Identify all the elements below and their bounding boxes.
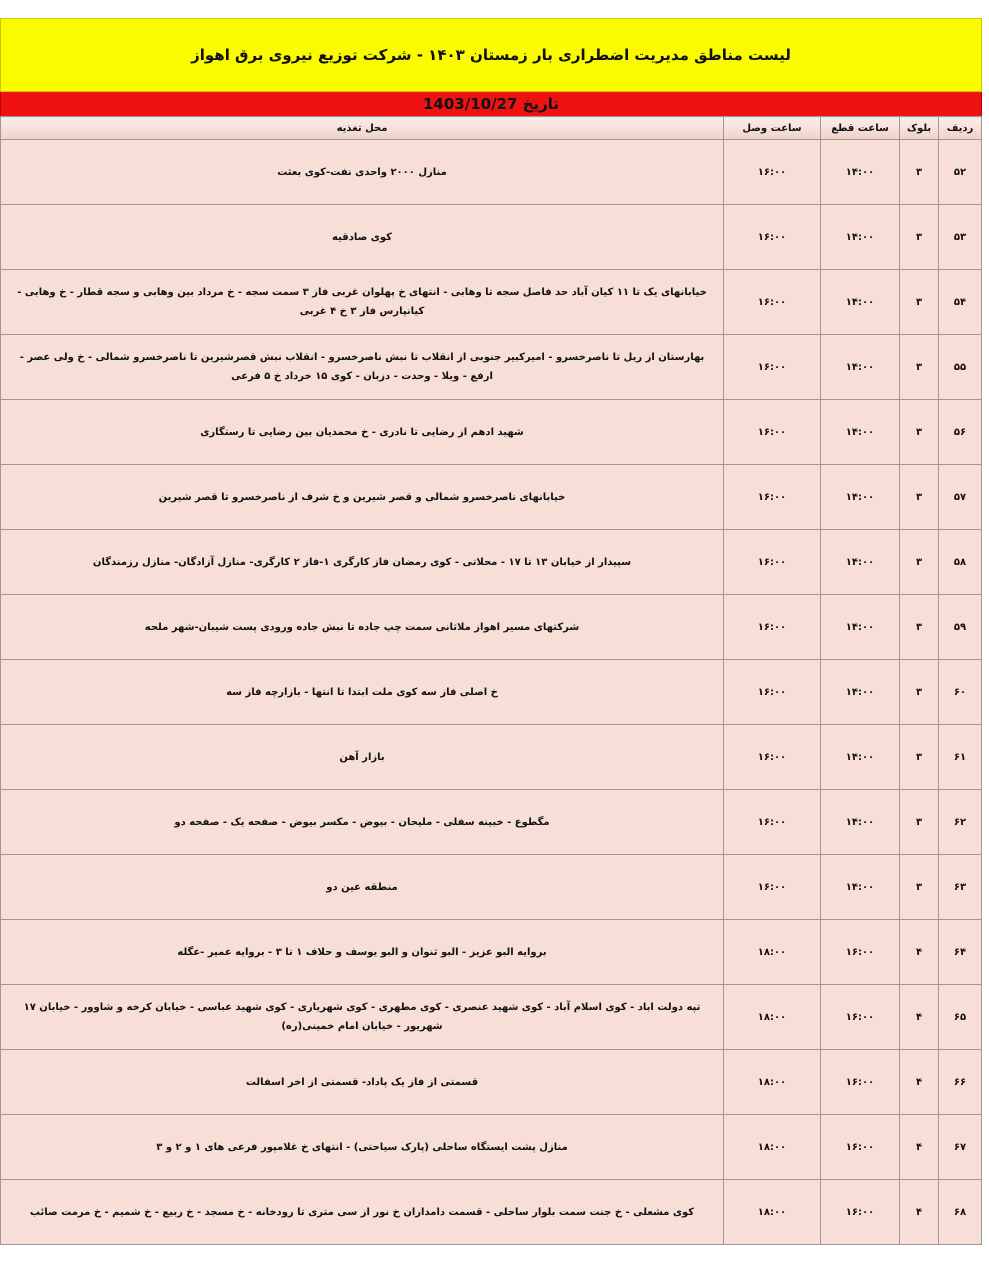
- location-cell: تپه دولت اباد - کوی اسلام آباد - کوی شهید عنصری - کوی مطهری - کوی شهریاری - کوی شهید عباسی - خیابان کرخه و شاوور - خیابان ۱۷ شهریور - خیابان امام خمینی(ره): [1, 985, 724, 1050]
- connect-time-cell: ۱۶:۰۰: [724, 205, 821, 270]
- schedule-sheet: [0, 18, 982, 1245]
- location-cell: بروایه البو عزیز - البو ثنوان و البو یوسف و حلاف ۱ تا ۳ - بروایه عمیر -عگله: [1, 920, 724, 985]
- cut-time-cell: ۱۴:۰۰: [821, 400, 900, 465]
- block-cell: ۳: [900, 400, 939, 465]
- row-number-cell: ۵۴: [939, 270, 982, 335]
- location-cell: سپیدار از خیابان ۱۳ تا ۱۷ - محلاتی - کوی رمضان فاز کارگری ۱-فاز ۲ کارگری- منازل آزادگان- منازل رزمندگان: [1, 530, 724, 595]
- row-number-cell: ۶۴: [939, 920, 982, 985]
- connect-time-cell: ۱۶:۰۰: [724, 465, 821, 530]
- row-number-cell: ۶۸: [939, 1180, 982, 1245]
- cut-time-cell: ۱۴:۰۰: [821, 725, 900, 790]
- table-row: [1, 985, 982, 1050]
- table-row: [1, 205, 982, 270]
- cut-time-cell: ۱۴:۰۰: [821, 595, 900, 660]
- cut-time-cell: ۱۴:۰۰: [821, 465, 900, 530]
- table-row: [1, 725, 982, 790]
- row-number-cell: ۶۶: [939, 1050, 982, 1115]
- block-cell: ۳: [900, 855, 939, 920]
- row-number-cell: ۶۱: [939, 725, 982, 790]
- connect-time-cell: ۱۸:۰۰: [724, 1115, 821, 1180]
- date-value: 1403/10/27: [422, 95, 518, 113]
- location-cell: قسمتی از فاز یک پاداد- قسمتی از اخر اسفالت: [1, 1050, 724, 1115]
- connect-time-cell: ۱۶:۰۰: [724, 335, 821, 400]
- row-number-cell: ۶۲: [939, 790, 982, 855]
- block-cell: ۳: [900, 660, 939, 725]
- table-row: [1, 920, 982, 985]
- table-row: [1, 1050, 982, 1115]
- connect-time-cell: ۱۶:۰۰: [724, 530, 821, 595]
- connect-time-cell: ۱۶:۰۰: [724, 595, 821, 660]
- location-cell: شرکتهای مسیر اهواز ملاثانی سمت چپ جاده تا نبش جاده ورودی پست شیبان-شهر ملحه: [1, 595, 724, 660]
- cut-time-cell: ۱۶:۰۰: [821, 985, 900, 1050]
- cut-time-cell: ۱۶:۰۰: [821, 1180, 900, 1245]
- row-number-cell: ۶۳: [939, 855, 982, 920]
- location-cell: مگطوع - خبینه سفلی - ملیحان - بیوض - مکسر بیوض - صفحه یک - صفحه دو: [1, 790, 724, 855]
- block-cell: ۳: [900, 465, 939, 530]
- date-label: تاریخ: [522, 95, 560, 113]
- block-cell: ۴: [900, 1180, 939, 1245]
- row-number-cell: ۶۰: [939, 660, 982, 725]
- row-number-cell: ۵۲: [939, 140, 982, 205]
- row-number-cell: ۵۷: [939, 465, 982, 530]
- block-cell: ۳: [900, 725, 939, 790]
- block-cell: ۳: [900, 790, 939, 855]
- block-cell: ۴: [900, 920, 939, 985]
- row-number-cell: ۶۵: [939, 985, 982, 1050]
- connect-time-cell: ۱۸:۰۰: [724, 985, 821, 1050]
- cut-time-cell: ۱۴:۰۰: [821, 660, 900, 725]
- cut-time-cell: ۱۶:۰۰: [821, 1115, 900, 1180]
- cut-time-cell: ۱۴:۰۰: [821, 270, 900, 335]
- cut-time-cell: ۱۴:۰۰: [821, 140, 900, 205]
- cut-time-cell: ۱۴:۰۰: [821, 530, 900, 595]
- page-title-text: لیست مناطق مدیریت اضطراری بار زمستان ۱۴۰۳ - شرکت توزیع نیروی برق اهواز: [191, 46, 791, 64]
- date-bar: [0, 92, 982, 116]
- location-cell: کوی مشعلی - خ جنت سمت بلوار ساحلی - قسمت دامداران خ نور از سی متری تا رودخانه - خ مسجد - خ ربیع - خ شمیم - خ مرمت صائب: [1, 1180, 724, 1245]
- block-cell: ۳: [900, 140, 939, 205]
- row-number-cell: ۵۹: [939, 595, 982, 660]
- cut-time-cell: ۱۶:۰۰: [821, 920, 900, 985]
- row-number-cell: ۵۸: [939, 530, 982, 595]
- table-body: [1, 140, 982, 1245]
- connect-time-cell: ۱۶:۰۰: [724, 725, 821, 790]
- table-header-row: [1, 117, 982, 140]
- table-row: [1, 1115, 982, 1180]
- cut-time-cell: ۱۴:۰۰: [821, 205, 900, 270]
- block-cell: ۴: [900, 1050, 939, 1115]
- location-cell: کوی صادقیه: [1, 205, 724, 270]
- table-row: [1, 400, 982, 465]
- block-cell: ۳: [900, 595, 939, 660]
- connect-time-cell: ۱۸:۰۰: [724, 920, 821, 985]
- cut-time-cell: ۱۴:۰۰: [821, 335, 900, 400]
- location-cell: خیابانهای یک تا ۱۱ کیان آباد حد فاصل سجه تا وهابی - انتهای خ پهلوان غربی فاز ۳ سمت سجه - خ مرداد بین وهابی و سجه قطار - خ وهابی - کیانپارس فاز ۳ خ ۴ غربی: [1, 270, 724, 335]
- connect-time-cell: ۱۶:۰۰: [724, 855, 821, 920]
- location-cell: منازل پشت ایستگاه ساحلی (پارک سیاحتی) - انتهای خ غلامپور فرعی های ۱ و ۲ و ۳: [1, 1115, 724, 1180]
- table-row: [1, 855, 982, 920]
- connect-time-cell: ۱۸:۰۰: [724, 1180, 821, 1245]
- cut-time-cell: ۱۶:۰۰: [821, 1050, 900, 1115]
- block-cell: ۳: [900, 530, 939, 595]
- location-cell: بهارستان از ریل تا ناصرخسرو - امیرکبیر جنوبی از انقلاب تا نبش ناصرخسرو - انقلاب نبش قصرشیرین تا ناصرخسرو شمالی - خ ولی عصر - ارفع - ویلا - وحدت - دزبان - کوی ۱۵ خرداد خ ۵ فرعی: [1, 335, 724, 400]
- connect-time-cell: ۱۸:۰۰: [724, 1050, 821, 1115]
- location-cell: خیابانهای ناصرخسرو شمالی و قصر شیرین و خ شرف از ناصرخسرو تا قصر شیرین: [1, 465, 724, 530]
- table-row: [1, 790, 982, 855]
- row-number-cell: ۵۶: [939, 400, 982, 465]
- connect-time-cell: ۱۶:۰۰: [724, 400, 821, 465]
- header-block: بلوک: [900, 117, 939, 140]
- table-row: [1, 595, 982, 660]
- table-row: [1, 140, 982, 205]
- table-row: [1, 335, 982, 400]
- table-row: [1, 270, 982, 335]
- block-cell: ۳: [900, 335, 939, 400]
- header-connect-time: ساعت وصل: [724, 117, 821, 140]
- block-cell: ۳: [900, 270, 939, 335]
- connect-time-cell: ۱۶:۰۰: [724, 790, 821, 855]
- connect-time-cell: ۱۶:۰۰: [724, 270, 821, 335]
- row-number-cell: ۵۵: [939, 335, 982, 400]
- header-row-number: ردیف: [939, 117, 982, 140]
- location-cell: منطقه عین دو: [1, 855, 724, 920]
- table-row: [1, 530, 982, 595]
- header-cut-time: ساعت قطع: [821, 117, 900, 140]
- connect-time-cell: ۱۶:۰۰: [724, 660, 821, 725]
- block-cell: ۴: [900, 1115, 939, 1180]
- block-cell: ۴: [900, 985, 939, 1050]
- table-row: [1, 660, 982, 725]
- cut-time-cell: ۱۴:۰۰: [821, 790, 900, 855]
- header-location: محل تغذیه: [1, 117, 724, 140]
- page-title: [0, 18, 982, 92]
- location-cell: بازار آهن: [1, 725, 724, 790]
- connect-time-cell: ۱۶:۰۰: [724, 140, 821, 205]
- outage-table: [0, 116, 982, 1245]
- location-cell: شهید ادهم از رضایی تا نادری - خ محمدیان بین رضایی تا رستگاری: [1, 400, 724, 465]
- location-cell: خ اصلی فاز سه کوی ملت ابتدا تا انتها - بازارچه فاز سه: [1, 660, 724, 725]
- location-cell: منازل ۲۰۰۰ واحدی نفت-کوی بعثت: [1, 140, 724, 205]
- table-row: [1, 465, 982, 530]
- row-number-cell: ۵۳: [939, 205, 982, 270]
- row-number-cell: ۶۷: [939, 1115, 982, 1180]
- table-row: [1, 1180, 982, 1245]
- block-cell: ۳: [900, 205, 939, 270]
- cut-time-cell: ۱۴:۰۰: [821, 855, 900, 920]
